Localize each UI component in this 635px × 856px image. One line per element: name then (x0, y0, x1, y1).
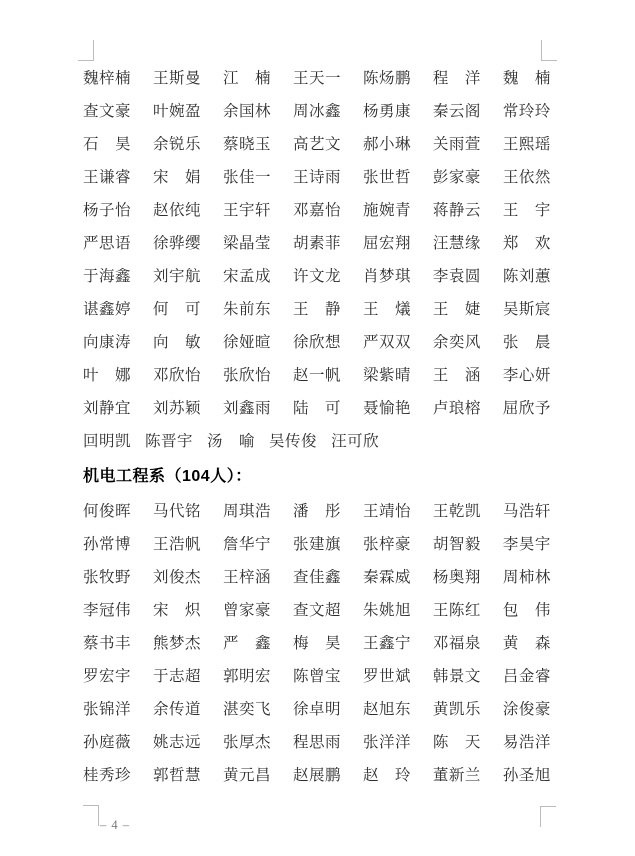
student-name: 赵 玲 (362, 766, 411, 784)
student-name: 郝小琳 (362, 135, 411, 153)
student-name: 卢琅榕 (432, 399, 481, 417)
student-name: 谌鑫婷 (83, 300, 132, 318)
name-row (83, 691, 551, 724)
student-name: 魏梓楠 (83, 69, 132, 87)
student-name: 陈 天 (432, 733, 481, 751)
crop-mark-bottom-right (540, 806, 556, 827)
student-name: 于海鑫 (83, 267, 132, 285)
student-name: 杨勇康 (362, 102, 411, 120)
student-name: 李袁圆 (432, 267, 481, 285)
student-name: 秦霖威 (362, 568, 411, 586)
student-name: 严 鑫 (222, 634, 271, 652)
student-name: 王依然 (502, 168, 551, 186)
student-name: 张锦洋 (83, 700, 132, 718)
student-name: 彭家豪 (432, 168, 481, 186)
name-row (83, 592, 551, 625)
student-name: 周柿林 (502, 568, 551, 586)
student-name: 陈刘蕙 (502, 267, 551, 285)
student-name: 查文超 (292, 601, 341, 619)
crop-mark-bottom-left (83, 805, 99, 826)
student-name: 涂俊豪 (502, 700, 551, 718)
student-name: 叶婉盈 (152, 102, 201, 120)
name-row (83, 291, 551, 324)
student-name: 郭明宏 (222, 667, 271, 685)
student-name: 周冰鑫 (292, 102, 341, 120)
student-name: 陆 可 (292, 399, 341, 417)
student-name: 黄 森 (502, 634, 551, 652)
name-row (83, 423, 551, 456)
name-row (83, 258, 551, 291)
student-name: 王梓涵 (222, 568, 271, 586)
student-name: 徐骅缨 (152, 234, 201, 252)
name-row (83, 60, 551, 93)
student-name: 詹华宁 (222, 535, 271, 553)
name-row (83, 357, 551, 390)
name-row (83, 658, 551, 691)
student-name: 赵旭东 (362, 700, 411, 718)
student-name: 赵展鹏 (292, 766, 341, 784)
student-name: 余传道 (152, 700, 201, 718)
student-name: 王斯曼 (152, 69, 201, 87)
student-name: 孙庭薇 (83, 733, 132, 751)
name-row (83, 93, 551, 126)
section-heading: 机电工程系（104人）： (83, 468, 252, 485)
student-name: 严思语 (83, 234, 132, 252)
student-name: 熊梦杰 (152, 634, 201, 652)
student-name: 吴传俊 (269, 432, 318, 450)
student-name: 张牧野 (83, 568, 132, 586)
student-name: 汤 喻 (207, 432, 256, 450)
student-name: 罗世斌 (362, 667, 411, 685)
student-name: 查文豪 (83, 102, 132, 120)
name-row (83, 526, 551, 559)
name-row (83, 192, 551, 225)
student-name: 徐卓明 (292, 700, 341, 718)
student-name: 王诗雨 (292, 168, 341, 186)
student-name: 秦云阁 (432, 102, 481, 120)
student-name: 宋孟成 (222, 267, 271, 285)
name-row (83, 126, 551, 159)
student-name: 邓嘉怡 (292, 201, 341, 219)
student-name: 叶 娜 (83, 366, 132, 384)
student-name: 陈炀鹏 (362, 69, 411, 87)
student-name: 石 昊 (83, 135, 132, 153)
name-row (83, 559, 551, 592)
student-name: 陈晋宇 (145, 432, 194, 450)
student-name: 罗宏宇 (83, 667, 132, 685)
student-name: 余奕风 (432, 333, 481, 351)
student-name: 余锐乐 (152, 135, 201, 153)
student-name: 何俊晖 (83, 502, 132, 520)
student-name: 关雨萱 (432, 135, 481, 153)
student-name: 屈宏翔 (362, 234, 411, 252)
student-name: 王宇轩 (222, 201, 271, 219)
student-name: 易浩洋 (502, 733, 551, 751)
student-name: 郑 欢 (502, 234, 551, 252)
name-row (83, 757, 551, 790)
student-name: 朱姚旭 (362, 601, 411, 619)
student-name: 李昊宇 (502, 535, 551, 553)
student-name: 汪可欣 (331, 432, 380, 450)
student-name: 王 燨 (362, 300, 411, 318)
student-name: 孙圣旭 (502, 766, 551, 784)
page-number: – 4 – (100, 818, 130, 832)
student-name: 陈曾宝 (292, 667, 341, 685)
student-name: 张欣怡 (222, 366, 271, 384)
student-name: 回明凯 (83, 432, 132, 450)
student-name: 王陈红 (432, 601, 481, 619)
crop-mark-top-left (78, 40, 94, 61)
student-name: 王天一 (292, 69, 341, 87)
student-name: 邓欣怡 (152, 366, 201, 384)
student-name: 于志超 (152, 667, 201, 685)
student-name: 王 婕 (432, 300, 481, 318)
student-name: 刘静宜 (83, 399, 132, 417)
student-name: 曾家豪 (222, 601, 271, 619)
student-name: 李心妍 (502, 366, 551, 384)
student-name: 张洋洋 (362, 733, 411, 751)
student-name: 马浩轩 (502, 502, 551, 520)
student-name: 何 可 (152, 300, 201, 318)
student-name: 蒋静云 (432, 201, 481, 219)
student-name: 向 敏 (152, 333, 201, 351)
student-name: 朱前东 (222, 300, 271, 318)
student-name: 蔡书丰 (83, 634, 132, 652)
student-name: 刘俊杰 (152, 568, 201, 586)
student-name: 王 涵 (432, 366, 481, 384)
student-name: 梅 昊 (292, 634, 341, 652)
name-row (83, 159, 551, 192)
student-name: 周琪浩 (222, 502, 271, 520)
student-name: 湛奕飞 (222, 700, 271, 718)
student-name: 高艺文 (292, 135, 341, 153)
student-name: 程思雨 (292, 733, 341, 751)
student-name: 王靖怡 (362, 502, 411, 520)
student-name: 张佳一 (222, 168, 271, 186)
student-name: 杨子怡 (83, 201, 132, 219)
student-name: 查佳鑫 (292, 568, 341, 586)
student-name: 王 宇 (502, 201, 551, 219)
crop-mark-top-right (541, 40, 557, 61)
student-name: 严双双 (362, 333, 411, 351)
student-name: 潘 彤 (292, 502, 341, 520)
student-name: 张厚杰 (222, 733, 271, 751)
student-name: 刘鑫雨 (222, 399, 271, 417)
name-row (83, 225, 551, 258)
student-name: 胡素菲 (292, 234, 341, 252)
student-name: 梁晶莹 (222, 234, 271, 252)
student-name: 肖梦琪 (362, 267, 411, 285)
student-name: 王熙瑶 (502, 135, 551, 153)
student-name: 王谦睿 (83, 168, 132, 186)
student-name: 董新兰 (432, 766, 481, 784)
student-name: 李冠伟 (83, 601, 132, 619)
student-name: 张梓豪 (362, 535, 411, 553)
student-name: 王鑫宁 (362, 634, 411, 652)
student-name: 梁紫晴 (362, 366, 411, 384)
student-name: 蔡晓玉 (222, 135, 271, 153)
name-row (83, 390, 551, 423)
student-name: 吕金睿 (502, 667, 551, 685)
name-row (83, 625, 551, 658)
student-name: 包 伟 (502, 601, 551, 619)
student-name: 赵一帆 (292, 366, 341, 384)
student-name: 赵依纯 (152, 201, 201, 219)
content-area (83, 60, 551, 790)
student-name: 江 楠 (222, 69, 271, 87)
student-name: 马代铭 (152, 502, 201, 520)
student-name: 吴斯宸 (502, 300, 551, 318)
student-name: 张 晨 (502, 333, 551, 351)
student-name: 程 洋 (432, 69, 481, 87)
student-name: 施婉青 (362, 201, 411, 219)
student-name: 宋 炽 (152, 601, 201, 619)
name-row (83, 324, 551, 357)
student-name: 余国林 (222, 102, 271, 120)
student-name: 徐娅暄 (222, 333, 271, 351)
student-name: 孙常博 (83, 535, 132, 553)
student-name: 姚志远 (152, 733, 201, 751)
student-name: 王 静 (292, 300, 341, 318)
student-name: 王浩帆 (152, 535, 201, 553)
student-name: 许文龙 (292, 267, 341, 285)
student-name: 常玲玲 (502, 102, 551, 120)
student-name: 聂愉艳 (362, 399, 411, 417)
student-name: 刘宇航 (152, 267, 201, 285)
student-name: 张世哲 (362, 168, 411, 186)
student-name: 魏 楠 (502, 69, 551, 87)
student-name: 黄元昌 (222, 766, 271, 784)
student-name: 郭哲慧 (152, 766, 201, 784)
student-name: 杨奥翔 (432, 568, 481, 586)
student-name: 胡智毅 (432, 535, 481, 553)
name-row (83, 724, 551, 757)
student-name: 邓福泉 (432, 634, 481, 652)
student-name: 刘苏颖 (152, 399, 201, 417)
student-name: 宋 娟 (152, 168, 201, 186)
name-row (83, 493, 551, 526)
student-name: 桂秀珍 (83, 766, 132, 784)
student-name: 张建旗 (292, 535, 341, 553)
student-name: 徐欣想 (292, 333, 341, 351)
student-name: 向康涛 (83, 333, 132, 351)
student-name: 王乾凯 (432, 502, 481, 520)
student-name: 屈欣予 (502, 399, 551, 417)
student-name: 韩景文 (432, 667, 481, 685)
student-name: 黄凯乐 (432, 700, 481, 718)
student-name: 汪慧缘 (432, 234, 481, 252)
